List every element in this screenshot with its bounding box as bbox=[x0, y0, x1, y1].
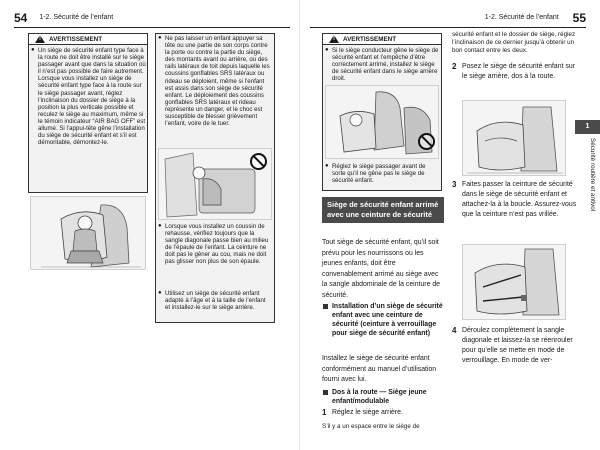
warning-triangle-icon bbox=[35, 35, 45, 43]
left-header-rule bbox=[14, 27, 290, 28]
right-warning-bullet-passenger-seat: ● Réglez le siège passager avant de sorte qu’il ne gêne pas le siège de sécurité enfant. bbox=[325, 163, 439, 184]
step-1-number: 1 bbox=[322, 408, 327, 417]
left-warning-header bbox=[29, 34, 147, 45]
left-warning-title: AVERTISSEMENT bbox=[49, 35, 103, 43]
cutoff-text: S’il y a un espace entre le siège de bbox=[322, 423, 420, 430]
right-page-number: 55 bbox=[572, 11, 586, 25]
step-4-number: 4 bbox=[452, 326, 457, 335]
left-warning-text: ● Un siège de sécurité enfant type face à la route ne doit être installé sur le siège passager avant que dans la situation où il n’est pas possible de faire autrement. Lorsque vous installez un siège de sécurité enfant type face à la route sur le siège passager avant, réglez l’inclinaison du dossier de siège à la position la plus verticale possible et reculez le siège au maximum, même si le témoin indicateur “AIR BAG OFF” est allumé. Si l’appui-tête gêne l’installation du siège de sécurité enfant et s’il est démontable, démontez-le. bbox=[31, 47, 146, 146]
subsection-heading-installation: Installation d’un siège de sécurité enfant avec une ceinture de sécurité (ceinture à verrouillage pour siège de sécurité enfant) bbox=[322, 302, 444, 338]
subsection-installation-text: Installez le siège de sécurité enfant conformément au manuel d’utilisation fourni avec lui. bbox=[322, 355, 437, 383]
right-warning-title: AVERTISSEMENT bbox=[343, 35, 397, 43]
continued-text-top: sécurité enfant et le dossier de siège, réglez l’inclinaison de ce dernier jusqu’à obtenir un bon contact entre les deux. bbox=[452, 31, 576, 54]
chapter-side-label: Sécurité routière et antivol bbox=[589, 138, 596, 212]
chapter-tab: 1 bbox=[575, 120, 600, 134]
section-title-seatbelt: Siège de sécurité enfant arrimé avec une ceinture de sécurité bbox=[322, 197, 444, 223]
step-3-text: Faites passer la ceinture de sécurité dans le siège de sécurité enfant et attachez-la à la boucle. Assurez-vous que la ceinture n’est pas vrillée. bbox=[462, 181, 577, 218]
step-4 bbox=[452, 326, 582, 366]
seatbelt-routing-image bbox=[463, 245, 566, 320]
child-seat-front-illustration bbox=[31, 197, 146, 270]
right-page bbox=[300, 0, 600, 450]
left-page-number: 54 bbox=[14, 11, 28, 25]
prohibited-icon bbox=[250, 153, 267, 170]
subsection-heading-rear-facing: Dos à la route — Siège jeune enfant/modulable bbox=[322, 388, 444, 406]
right-warning-header bbox=[323, 34, 441, 45]
left-page-header bbox=[14, 10, 113, 26]
step-2 bbox=[452, 62, 582, 82]
rear-facing-seat-image bbox=[463, 101, 566, 176]
left-page-title: 1-2. Sécurité de l’enfant bbox=[39, 14, 114, 21]
right-warning-bullet-driver-seat: ● Si le siège conducteur gêne le siège de sécurité enfant et l’empêche d’être correctement arrimé, installez le siège de sécurité enfant dans le siège arrière droit. bbox=[325, 47, 439, 82]
right-page-title: 1-2. Sécurité de l’enfant bbox=[484, 14, 559, 21]
right-page-header bbox=[462, 10, 586, 26]
forward-facing-seat-illustration bbox=[30, 196, 146, 270]
right-header-rule bbox=[310, 27, 586, 28]
left-bullet-booster-belt: ● Lorsque vous installez un coussin de rehausse, vérifiez toujours que la sangle diagonale passe bien au milieu de l’épaule de l’enfant. La ceinture ne doit pas le gêner au cou, mais ne doit pas glisser non plus de son épaule. bbox=[158, 223, 272, 266]
left-bullet-head-contact: ● Ne pas laisser un enfant appuyer sa tête ou une partie de son corps contre la porte ou contre la partie du siège, des montants avant ou arrière, ou des rails latéraux de toit depuis laquelle les coussins gonflables SRS latéraux ou rideau se déploient, même si l’enfant est assis dans son siège de sécurité enfant. Le déploiement des coussins gonflables SRS latéraux et rideau représente un danger, et le choc est susceptible de blesser grièvement l’enfant, voire de le tuer. bbox=[158, 35, 272, 127]
step-3 bbox=[452, 180, 582, 220]
step-1 bbox=[322, 408, 444, 418]
prohibited-icon-right bbox=[418, 133, 435, 150]
step-1-text: Réglez le siège arrière. bbox=[332, 409, 403, 416]
step-2-number: 2 bbox=[452, 62, 457, 71]
left-bullet-age-size: ● Utilisez un siège de sécurité enfant adapté à l’âge et à la taille de l’enfant et installez-le sur le siège arrière. bbox=[158, 290, 272, 311]
seatbelt-routing-illustration bbox=[462, 244, 566, 320]
step-3-number: 3 bbox=[452, 180, 457, 189]
rear-facing-seat-illustration bbox=[462, 100, 566, 176]
step-4-text: Déroulez complètement la sangle diagonale et laissez-la se réenrouler pour qu’elle se mette en mode de verrouillage. En mode de ver- bbox=[462, 327, 573, 364]
section-intro-text: Tout siège de sécurité enfant, qu’il soit prévu pour les nourrissons ou les jeunes enfants, doit être convenablement arrimé au siège avec la sangle abdominale de la ceinture de sécurité. bbox=[322, 239, 440, 299]
step-2-text: Posez le siège de sécurité enfant sur le siège arrière, dos à la route. bbox=[462, 63, 575, 80]
warning-triangle-icon-right bbox=[329, 35, 339, 43]
